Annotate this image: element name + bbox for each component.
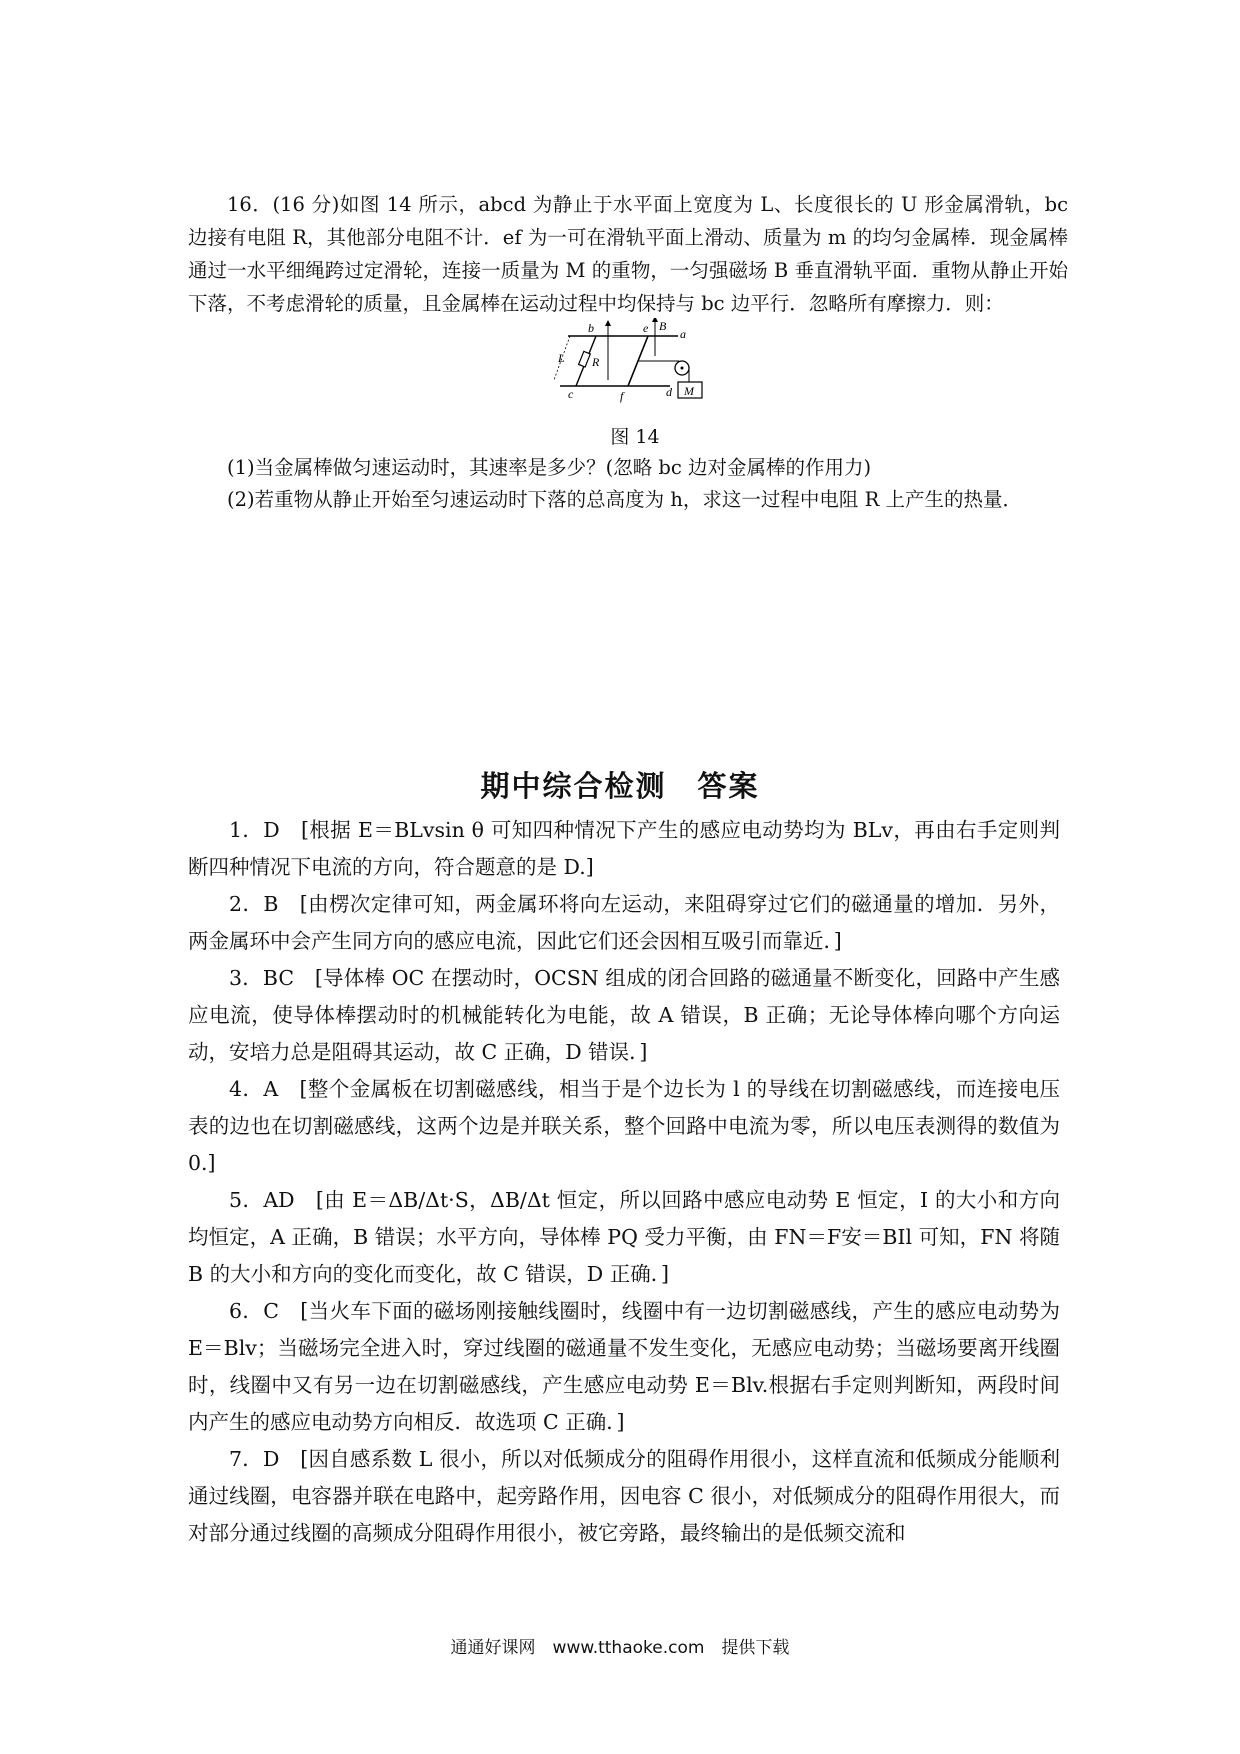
label-e: e: [643, 321, 649, 335]
answers-list: [188, 812, 1060, 1552]
answer-item: 7．D [因自感系数 L 很小，所以对低频成分的阻碍作用很小，这样直流和低频成分能顺利通过线圈，电容器并联在电路中，起旁路作用，因电容 C 很小，对低频成分的阻碍作用很大，而对部分通过线圈的高频成分阻碍作用很小，被它旁路，最终输出的是低频交流和: [188, 1447, 1060, 1545]
problem-16: [188, 188, 1068, 320]
figure-caption: 图 14: [610, 426, 660, 448]
answer-item: 4．A [整个金属板在切割磁感线，相当于是个边长为 l 的导线在切割磁感线，而连接电压表的边也在切割磁感线，这两个边是并联关系，整个回路中电流为零，所以电压表测得的数值为 0.]: [188, 1077, 1060, 1175]
label-a: a: [680, 327, 686, 341]
page-footer: 通通好课网 www.tthaoke.com 提供下载: [450, 1638, 790, 1658]
answers-title: 期中综合检测 答案: [480, 769, 760, 803]
answer-item: 3．BC [导体棒 OC 在摆动时，OCSN 组成的闭合回路的磁通量不断变化，回路中产生感应电流，使导体棒摆动时的机械能转化为电能，故 A 错误，B 正确；无论导体棒向哪个方向运动，安培力总是阻碍其运动，故 C 正确，D 错误．]: [188, 966, 1060, 1064]
figure-14-diagram: [548, 318, 728, 428]
label-d: d: [666, 385, 672, 399]
label-f: f: [620, 389, 624, 403]
answer-item: 1．D [根据 E＝BLvsin θ 可知四种情况下产生的感应电动势均为 BLv，再由右手定则判断四种情况下电流的方向，符合题意的是 D.]: [188, 818, 1060, 879]
label-r: R: [592, 355, 600, 369]
label-field-b: B: [659, 319, 667, 333]
question-2: (2)若重物从静止开始至匀速运动时下落的总高度为 h，求这一过程中电阻 R 上产生的热量．: [227, 488, 1022, 511]
resistor-r: [579, 351, 591, 367]
question-1: (1)当金属棒做匀速运动时，其速率是多少？(忽略 bc 边对金属棒的作用力): [227, 456, 872, 479]
label-b: b: [588, 321, 594, 335]
label-c: c: [568, 387, 574, 401]
problem-16-text: 16．(16 分)如图 14 所示，abcd 为静止于水平面上宽度为 L、长度很长的 U 形金属滑轨，bc 边接有电阻 R，其他部分电阻不计．ef 为一可在滑轨平面上滑动、质量为 m 的均匀金属棒．现金属棒通过一水平细绳跨过定滑轮，连接一质量为 M 的重物，一匀强磁场 B 垂直滑轨平面．重物从静止开始下落，不考虑滑轮的质量，且金属棒在运动过程中均保持与 bc 边平行．忽略所有摩擦力．则：: [188, 193, 1068, 315]
answer-item: 6．C [当火车下面的磁场刚接触线圈时，线圈中有一边切割磁感线，产生的感应电动势为 E＝Blv；当磁场完全进入时，穿过线圈的磁通量不发生变化，无感应电动势；当磁场要离开线圈时，线圈中又有另一边在切割磁感线，产生感应电动势 E＝Blv.根据右手定则判断知，两段时间内产生的感应电动势方向相反．故选项 C 正确．]: [188, 1299, 1060, 1434]
problem-16-questions: [188, 452, 1068, 516]
answer-item: 5．AD [由 E＝ΔB/Δt·S，ΔB/Δt 恒定，所以回路中感应电动势 E 恒定，I 的大小和方向均恒定，A 正确，B 错误；水平方向，导体棒 PQ 受力平衡，由 FN＝F安＝BIl 可知，FN 将随 B 的大小和方向的变化而变化，故 C 错误，D 正确．]: [188, 1188, 1060, 1286]
label-l: L: [558, 351, 565, 365]
label-m: M: [684, 384, 694, 398]
answer-item: 2．B [由楞次定律可知，两金属环将向左运动，来阻碍穿过它们的磁通量的增加．另外，两金属环中会产生同方向的感应电流，因此它们还会因相互吸引而靠近．]: [188, 892, 1060, 953]
